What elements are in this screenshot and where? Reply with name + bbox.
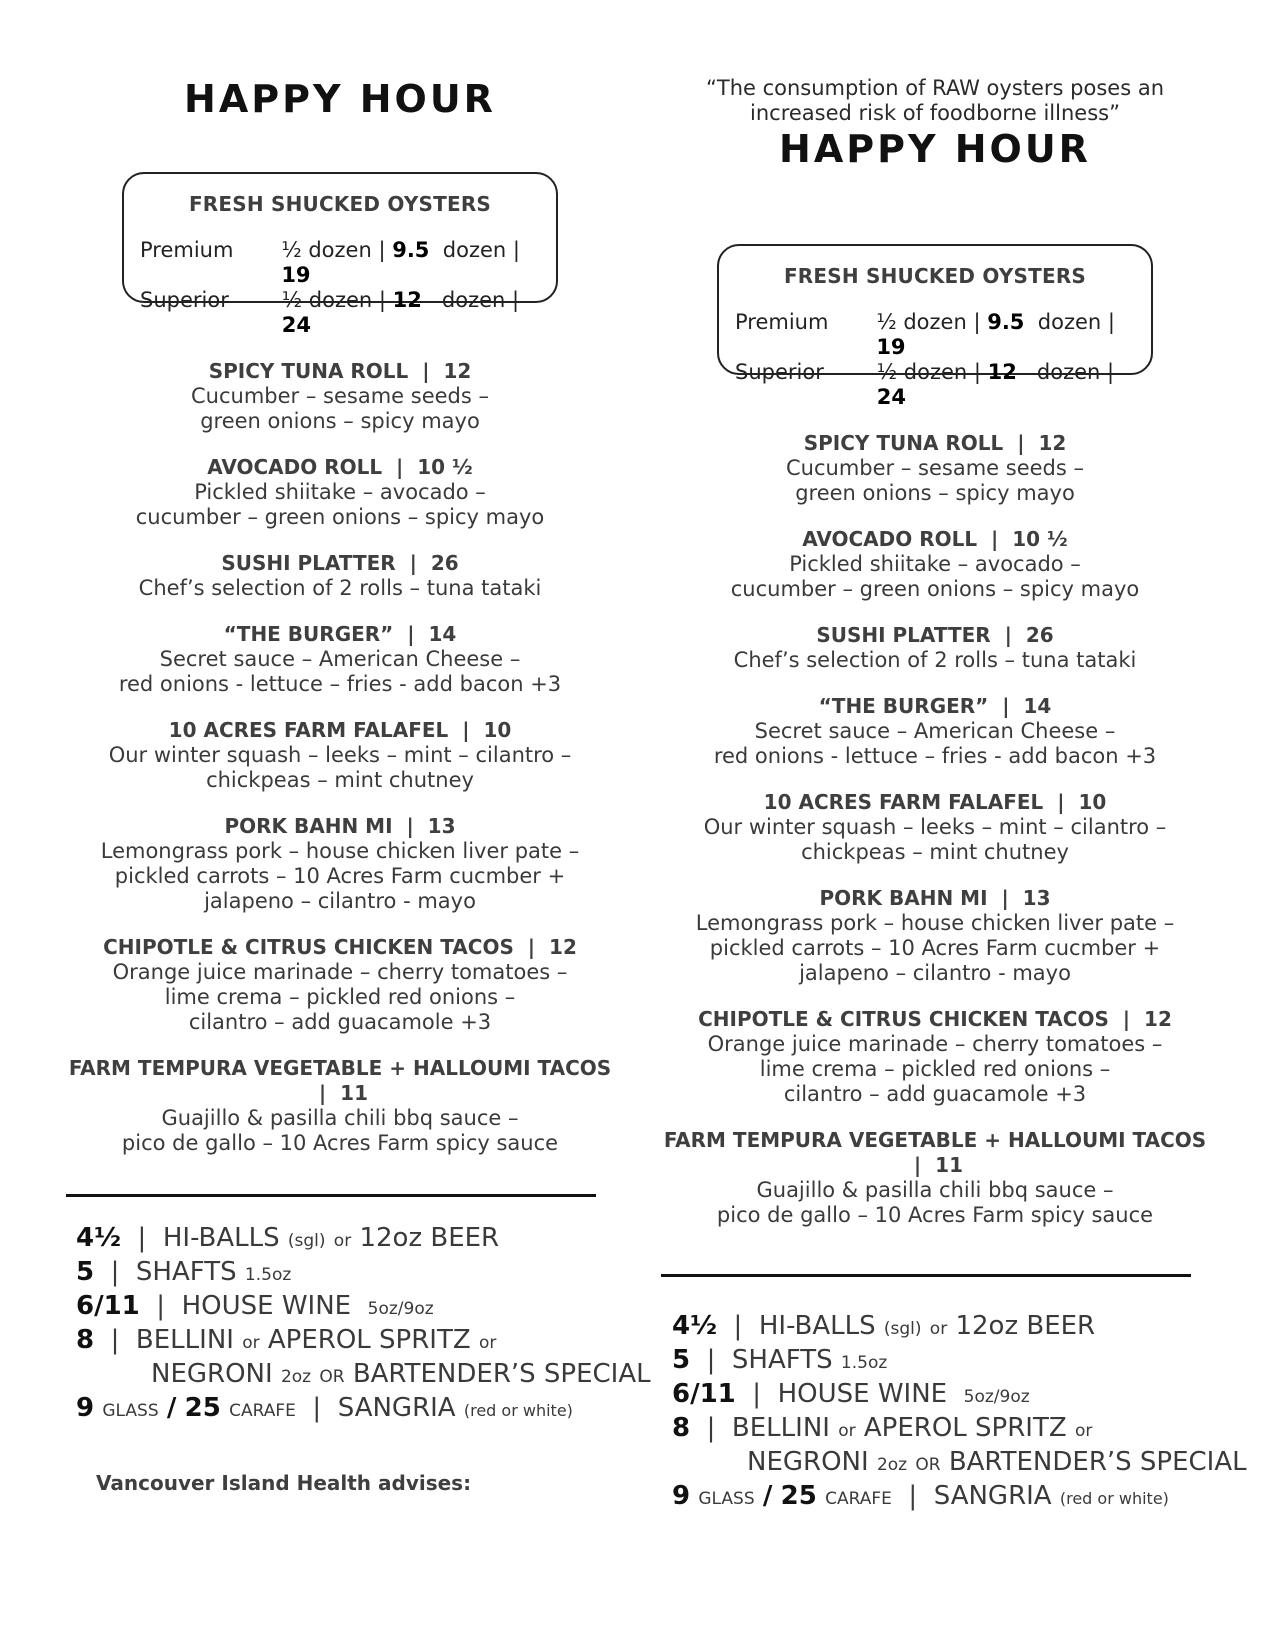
menu-item bbox=[60, 622, 620, 697]
menu-item-price: 13 bbox=[1022, 886, 1051, 910]
drinks-list bbox=[655, 1311, 1247, 1515]
menu-item bbox=[60, 718, 620, 793]
drink-cocktails: 8 | BELLINI or APEROL SPRITZ or bbox=[76, 1325, 497, 1355]
menu-item-description-line: lime crema – pickled red onions – bbox=[759, 1057, 1111, 1081]
menu-item bbox=[655, 1128, 1215, 1228]
drink-cocktails-cont: NEGRONI 2oz OR BARTENDER’S SPECIAL bbox=[747, 1447, 1247, 1477]
menu-item-description-line: Pickled shiitake – avocado – bbox=[194, 480, 486, 504]
menu-item-title: SPICY TUNA ROLL | 12 bbox=[803, 431, 1067, 455]
menu-item-description bbox=[655, 1178, 1215, 1228]
menu-item-description-line: Cucumber – sesame seeds – bbox=[786, 456, 1084, 480]
divider bbox=[661, 1274, 1191, 1277]
menu-item-description-line: green onions – spicy mayo bbox=[200, 409, 480, 433]
drink-shafts: 5 | SHAFTS 1.5oz bbox=[76, 1257, 292, 1287]
menu-item-name: “THE BURGER” bbox=[223, 622, 394, 646]
oyster-row: Superior ½ dozen | 12 dozen | 24 bbox=[140, 288, 520, 337]
drink-hiballs: 4½ | HI-BALLS (sgl) or 12oz BEER bbox=[76, 1223, 500, 1253]
menu-item-description-line: cilantro – add guacamole +3 bbox=[188, 1010, 492, 1034]
menu-item-title: CHIPOTLE & CITRUS CHICKEN TACOS | 12 bbox=[698, 1007, 1172, 1031]
menu-item-title: FARM TEMPURA VEGETABLE + HALLOUMI TACOS | 11 bbox=[663, 1128, 1207, 1177]
menu-item-description-line: jalapeno – cilantro - mayo bbox=[204, 889, 476, 913]
menu-item-description-line: Orange juice marinade – cherry tomatoes – bbox=[112, 960, 568, 984]
drink-cocktails-cont: NEGRONI 2oz OR BARTENDER’S SPECIAL bbox=[151, 1359, 651, 1389]
menu-item-price: 11 bbox=[935, 1153, 964, 1177]
menu-item-title: SUSHI PLATTER | 26 bbox=[221, 551, 459, 575]
menu-item bbox=[655, 431, 1215, 506]
menu-item-title: AVOCADO ROLL | 10 ½ bbox=[207, 455, 473, 479]
menu-item-price: 26 bbox=[430, 551, 459, 575]
divider bbox=[66, 1194, 596, 1197]
drink-house-wine: 6/11 | HOUSE WINE 5oz/9oz bbox=[76, 1291, 434, 1321]
menu-items bbox=[655, 431, 1215, 1228]
menu-item-description bbox=[60, 480, 620, 530]
menu-item-description-line: pickled carrots – 10 Acres Farm cucmber + bbox=[709, 936, 1161, 960]
menu-item-description bbox=[60, 576, 620, 601]
menu-item-name: SUSHI PLATTER bbox=[221, 551, 396, 575]
menu-item-name: FARM TEMPURA VEGETABLE + HALLOUMI TACOS bbox=[68, 1056, 612, 1080]
menu-item-title: SPICY TUNA ROLL | 12 bbox=[208, 359, 472, 383]
drinks-list bbox=[60, 1223, 651, 1427]
menu-item bbox=[655, 790, 1215, 865]
oyster-row: Premium ½ dozen | 9.5 dozen | 19 bbox=[140, 238, 520, 287]
menu-item bbox=[60, 1056, 620, 1156]
menu-item-price: 11 bbox=[340, 1081, 369, 1105]
oyster-heading: FRESH SHUCKED OYSTERS bbox=[783, 264, 1087, 288]
page-title: HAPPY HOUR bbox=[779, 127, 1091, 171]
menu-item bbox=[60, 935, 620, 1035]
oyster-box bbox=[717, 244, 1153, 409]
menu-item-title: FARM TEMPURA VEGETABLE + HALLOUMI TACOS | 11 bbox=[68, 1056, 612, 1105]
menu-item-description-line: Guajillo & pasilla chili bbq sauce – bbox=[161, 1106, 519, 1130]
menu-item-description-line: Cucumber – sesame seeds – bbox=[191, 384, 489, 408]
menu-item-description-line: pico de gallo – 10 Acres Farm spicy sauce bbox=[121, 1131, 559, 1155]
advisory-text: Vancouver Island Health advises: bbox=[96, 1471, 472, 1495]
menu-item-description-line: cucumber – green onions – spicy mayo bbox=[135, 505, 545, 529]
menu-right bbox=[655, 0, 1247, 1515]
oyster-box bbox=[122, 172, 558, 337]
menu-item-name: FARM TEMPURA VEGETABLE + HALLOUMI TACOS bbox=[663, 1128, 1207, 1152]
menu-item-title: AVOCADO ROLL | 10 ½ bbox=[802, 527, 1068, 551]
drink-sangria: 9 GLASS / 25 CARAFE | SANGRIA (red or white) bbox=[76, 1393, 573, 1423]
menu-item-description-line: Pickled shiitake – avocado – bbox=[789, 552, 1081, 576]
drink-cocktails: 8 | BELLINI or APEROL SPRITZ or bbox=[672, 1413, 1093, 1443]
menu-item-description bbox=[60, 839, 620, 914]
menu-item-name: PORK BAHN MI bbox=[819, 886, 988, 910]
menu-item-description bbox=[655, 1032, 1215, 1107]
raw-oyster-warning: “The consumption of RAW oysters poses an increased risk of foodborne illness” bbox=[705, 76, 1165, 125]
menu-item-description bbox=[60, 647, 620, 697]
menu-item-description bbox=[60, 743, 620, 793]
menu-item-description bbox=[60, 1106, 620, 1156]
menu-item bbox=[655, 623, 1215, 673]
menu-item-title: “THE BURGER” | 14 bbox=[223, 622, 457, 646]
menu-item-name: “THE BURGER” bbox=[818, 694, 989, 718]
menu-item-description-line: Lemongrass pork – house chicken liver pate – bbox=[695, 911, 1175, 935]
menu-item-name: 10 ACRES FARM FALAFEL bbox=[763, 790, 1044, 814]
drink-shafts: 5 | SHAFTS 1.5oz bbox=[672, 1345, 888, 1375]
menu-item-price: 12 bbox=[1144, 1007, 1172, 1031]
drink-house-wine: 6/11 | HOUSE WINE 5oz/9oz bbox=[672, 1379, 1030, 1409]
menu-item-name: AVOCADO ROLL bbox=[802, 527, 978, 551]
menu-item-price: 10 ½ bbox=[1012, 527, 1068, 551]
menu-item-description-line: jalapeno – cilantro - mayo bbox=[799, 961, 1071, 985]
menu-item-description-line: cilantro – add guacamole +3 bbox=[783, 1082, 1087, 1106]
menu-item-price: 13 bbox=[427, 814, 456, 838]
menu-item-name: SUSHI PLATTER bbox=[816, 623, 991, 647]
menu-item bbox=[60, 551, 620, 601]
menu-item-title: “THE BURGER” | 14 bbox=[818, 694, 1052, 718]
menu-item-description-line: pico de gallo – 10 Acres Farm spicy sauce bbox=[716, 1203, 1154, 1227]
drink-sangria: 9 GLASS / 25 CARAFE | SANGRIA (red or white) bbox=[672, 1481, 1169, 1511]
menu-item-description-line: Secret sauce – American Cheese – bbox=[754, 719, 1116, 743]
drink-hiballs: 4½ | HI-BALLS (sgl) or 12oz BEER bbox=[672, 1311, 1096, 1341]
menu-item-description-line: cucumber – green onions – spicy mayo bbox=[730, 577, 1140, 601]
menu-item bbox=[60, 455, 620, 530]
menu-item-description bbox=[655, 719, 1215, 769]
menu-items bbox=[60, 359, 620, 1156]
menu-item-price: 10 bbox=[1078, 790, 1107, 814]
menu-item-price: 14 bbox=[428, 622, 457, 646]
oyster-row: Premium ½ dozen | 9.5 dozen | 19 bbox=[735, 310, 1115, 359]
menu-item-description-line: chickpeas – mint chutney bbox=[206, 768, 474, 792]
menu-item-description bbox=[655, 552, 1215, 602]
menu-item-price: 12 bbox=[443, 359, 472, 383]
menu-item-description-line: Our winter squash – leeks – mint – cilantro – bbox=[703, 815, 1167, 839]
menu-item bbox=[60, 359, 620, 434]
menu-item bbox=[60, 814, 620, 914]
menu-item-title: PORK BAHN MI | 13 bbox=[819, 886, 1051, 910]
menu-item-description-line: Chef’s selection of 2 rolls – tuna tataki bbox=[138, 576, 542, 600]
menu-item-name: 10 ACRES FARM FALAFEL bbox=[168, 718, 449, 742]
menu-item-description-line: pickled carrots – 10 Acres Farm cucmber + bbox=[114, 864, 566, 888]
menu-item-description bbox=[655, 456, 1215, 506]
menu-item bbox=[655, 886, 1215, 986]
menu-item-price: 10 ½ bbox=[417, 455, 473, 479]
menu-item-description-line: Guajillo & pasilla chili bbq sauce – bbox=[756, 1178, 1114, 1202]
menu-item-description bbox=[655, 815, 1215, 865]
menu-item bbox=[655, 1007, 1215, 1107]
menu-left bbox=[60, 0, 651, 1495]
menu-item-price: 10 bbox=[483, 718, 512, 742]
menu-item-price: 14 bbox=[1023, 694, 1052, 718]
menu-item-description-line: Lemongrass pork – house chicken liver pate – bbox=[100, 839, 580, 863]
oyster-heading: FRESH SHUCKED OYSTERS bbox=[188, 192, 492, 216]
menu-item-name: CHIPOTLE & CITRUS CHICKEN TACOS bbox=[698, 1007, 1109, 1031]
menu-item-price: 26 bbox=[1025, 623, 1054, 647]
menu-item-name: PORK BAHN MI bbox=[224, 814, 393, 838]
menu-item-name: SPICY TUNA ROLL bbox=[803, 431, 1004, 455]
menu-item bbox=[655, 694, 1215, 769]
menu-item bbox=[655, 527, 1215, 602]
oyster-row: Superior ½ dozen | 12 dozen | 24 bbox=[735, 360, 1115, 409]
menu-item-title: 10 ACRES FARM FALAFEL | 10 bbox=[763, 790, 1107, 814]
menu-item-description bbox=[60, 960, 620, 1035]
menu-item-description bbox=[655, 911, 1215, 986]
menu-item-description-line: lime crema – pickled red onions – bbox=[164, 985, 516, 1009]
menu-item-title: 10 ACRES FARM FALAFEL | 10 bbox=[168, 718, 512, 742]
menu-item-title: SUSHI PLATTER | 26 bbox=[816, 623, 1054, 647]
menu-item-description bbox=[655, 648, 1215, 673]
menu-item-description-line: red onions - lettuce – fries - add bacon +3 bbox=[118, 672, 562, 696]
menu-item-description bbox=[60, 384, 620, 434]
menu-item-description-line: green onions – spicy mayo bbox=[795, 481, 1075, 505]
menu-item-description-line: Orange juice marinade – cherry tomatoes – bbox=[707, 1032, 1163, 1056]
menu-item-name: SPICY TUNA ROLL bbox=[208, 359, 409, 383]
menu-item-description-line: red onions - lettuce – fries - add bacon +3 bbox=[713, 744, 1157, 768]
menu-item-description-line: Secret sauce – American Cheese – bbox=[159, 647, 521, 671]
menu-item-name: AVOCADO ROLL bbox=[207, 455, 383, 479]
menu-item-name: CHIPOTLE & CITRUS CHICKEN TACOS bbox=[103, 935, 514, 959]
menu-item-title: CHIPOTLE & CITRUS CHICKEN TACOS | 12 bbox=[103, 935, 577, 959]
menu-item-price: 12 bbox=[549, 935, 577, 959]
menu-item-description-line: Our winter squash – leeks – mint – cilantro – bbox=[108, 743, 572, 767]
menu-item-description-line: chickpeas – mint chutney bbox=[801, 840, 1069, 864]
menu-item-price: 12 bbox=[1038, 431, 1067, 455]
page-title: HAPPY HOUR bbox=[184, 77, 496, 121]
menu-item-description-line: Chef’s selection of 2 rolls – tuna tataki bbox=[733, 648, 1137, 672]
menu-item-title: PORK BAHN MI | 13 bbox=[224, 814, 456, 838]
